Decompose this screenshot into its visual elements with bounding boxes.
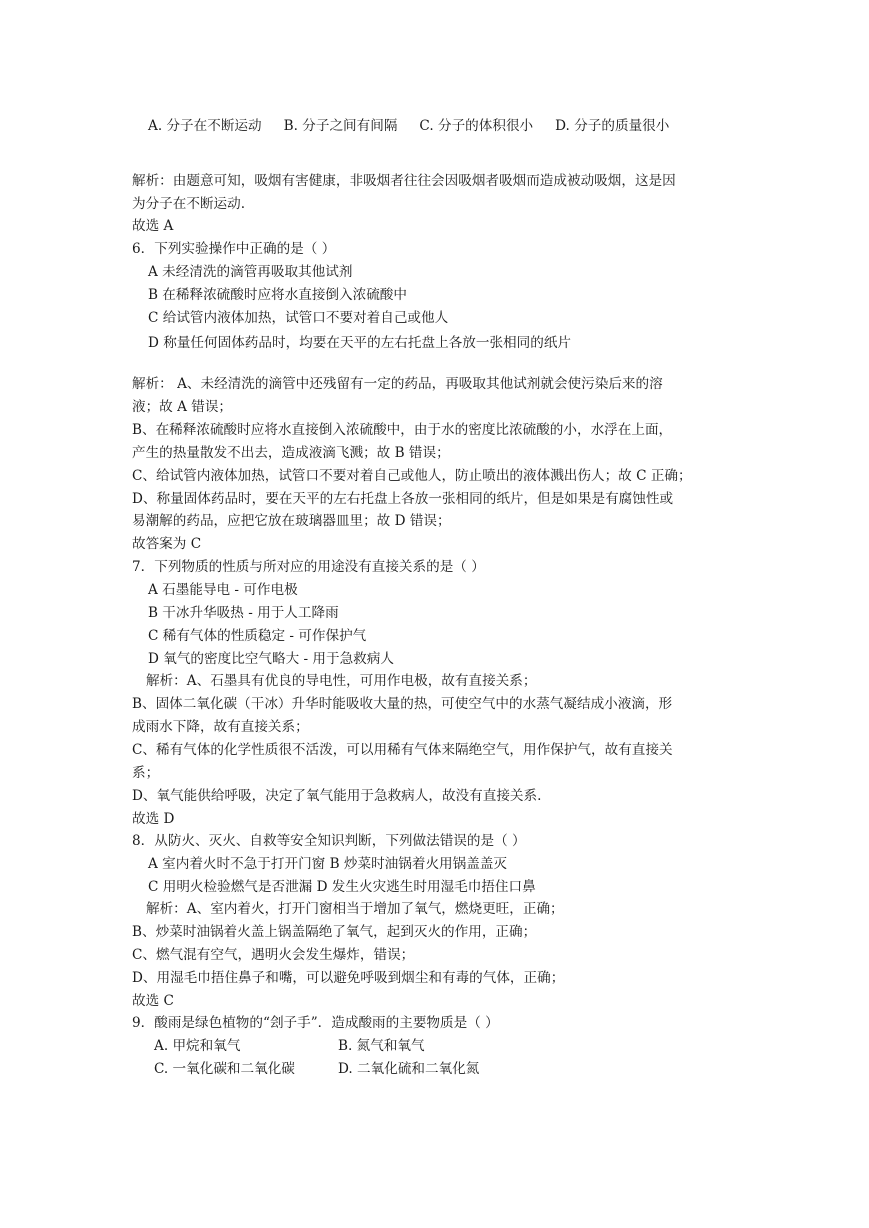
q7-analysis-line: 解析：A、石墨具有优良的导电性，可用作电极，故有直接关系； <box>146 673 537 689</box>
q5-option-c: C. 分子的体积很小 <box>419 118 534 134</box>
q8-answer: 故选 C <box>132 993 174 1009</box>
q8-analysis-line: D、用湿毛巾捂住鼻子和嘴，可以避免呼吸到烟尘和有毒的气体，正确； <box>132 970 565 986</box>
q8-options-row-2: C 用明火检验燃气是否泄漏 D 发生火灾逃生时用湿毛巾捂住口鼻 <box>148 879 536 895</box>
q7-option-c: C 稀有气体的性质稳定 - 可作保护气 <box>148 628 367 644</box>
q6-analysis-line: 液；故 A 错误； <box>132 399 233 415</box>
q6-analysis-line: 解析： A、未经清洗的滴管中还残留有一定的药品，再吸取其他试剂就会使污染后来的溶 <box>132 376 663 392</box>
q7-analysis-line: D、氧气能供给呼吸，决定了氧气能用于急救病人，故没有直接关系. <box>132 788 542 804</box>
q6-analysis-line: 产生的热量散发不出去，造成液滴飞溅；故 B 错误； <box>132 445 450 461</box>
q9-option-a: A. 甲烷和氧气 <box>154 1038 241 1054</box>
q7-analysis-line: C、稀有气体的化学性质很不活泼，可以用稀有气体来隔绝空气，用作保护气，故有直接关 <box>132 742 673 758</box>
q7-stem: 7．下列物质的性质与所对应的用途没有直接关系的是（ ） <box>132 559 485 575</box>
q7-analysis-line: 系； <box>132 765 160 781</box>
q9-option-d: D. 二氧化硫和二氧化氮 <box>338 1061 480 1077</box>
q5-answer: 故选 A <box>132 218 174 234</box>
q7-answer: 故选 D <box>132 811 175 827</box>
q5-analysis-line-2: 为分子在不断运动. <box>132 196 246 212</box>
q9-stem: 9．酸雨是绿色植物的“刽子手”．造成酸雨的主要物质是（ ） <box>132 1015 499 1031</box>
q5-options <box>148 117 669 135</box>
q7-option-b: B 干冰升华吸热 - 用于人工降雨 <box>148 605 339 621</box>
q7-analysis-line: B、固体二氧化碳（干冰）升华时能吸收大量的热，可使空气中的水蒸气凝结成小液滴，形 <box>132 696 673 712</box>
q5-analysis-line-1: 解析：由题意可知，吸烟有害健康，非吸烟者往往会因吸烟者吸烟而造成被动吸烟，这是因 <box>132 173 676 189</box>
q9-option-b: B. 氮气和氧气 <box>338 1038 425 1054</box>
q5-option-a: A. 分子在不断运动 <box>148 118 262 134</box>
q7-analysis-line: 成雨水下降，故有直接关系； <box>132 719 309 735</box>
q9-option-c: C. 一氧化碳和二氧化碳 <box>154 1061 295 1077</box>
q8-stem: 8．从防火、灭火、自救等安全知识判断，下列做法错误的是（ ） <box>132 833 526 849</box>
q6-analysis-line: D、称量固体药品时，要在天平的左右托盘上各放一张相同的纸片，但是如果是有腐蚀性或 <box>132 491 674 507</box>
q6-analysis-line: B、在稀释浓硫酸时应将水直接倒入浓硫酸中，由于水的密度比浓硫酸的小，水浮在上面， <box>132 422 673 438</box>
q5-option-b: B. 分子之间有间隔 <box>283 118 398 134</box>
q8-analysis-line: 解析：A、室内着火，打开门窗相当于增加了氧气，燃烧更旺，正确； <box>146 901 564 917</box>
q6-option-a: A 未经清洗的滴管再吸取其他试剂 <box>148 264 353 280</box>
q7-option-a: A 石墨能导电 - 可作电极 <box>148 582 298 598</box>
q6-analysis-line: 易潮解的药品，应把它放在玻璃器皿里；故 D 错误； <box>132 513 451 529</box>
q6-option-b: B 在稀释浓硫酸时应将水直接倒入浓硫酸中 <box>148 287 407 303</box>
q6-option-d: D 称量任何固体药品时，均要在天平的左右托盘上各放一张相同的纸片 <box>148 335 572 351</box>
q8-options-row-1: A 室内着火时不急于打开门窗 B 炒菜时油锅着火用锅盖盖灭 <box>148 856 508 872</box>
q6-stem: 6．下列实验操作中正确的是（ ） <box>132 241 336 257</box>
q6-option-c: C 给试管内液体加热，试管口不要对着自己或他人 <box>148 310 449 326</box>
q8-analysis-line: C、燃气混有空气，遇明火会发生爆炸，错误； <box>132 947 415 963</box>
q8-analysis-line: B、炒菜时油锅着火盖上锅盖隔绝了氧气，起到灭火的作用，正确； <box>132 924 537 940</box>
q6-analysis-line: C、给试管内液体加热，试管口不要对着自己或他人，防止喷出的液体溅出伤人；故 C 正确； <box>132 468 692 484</box>
q7-option-d: D 氧气的密度比空气略大 - 用于急救病人 <box>148 651 394 667</box>
q6-answer: 故答案为 C <box>132 536 202 552</box>
q5-option-d: D. 分子的质量很小 <box>555 118 670 134</box>
